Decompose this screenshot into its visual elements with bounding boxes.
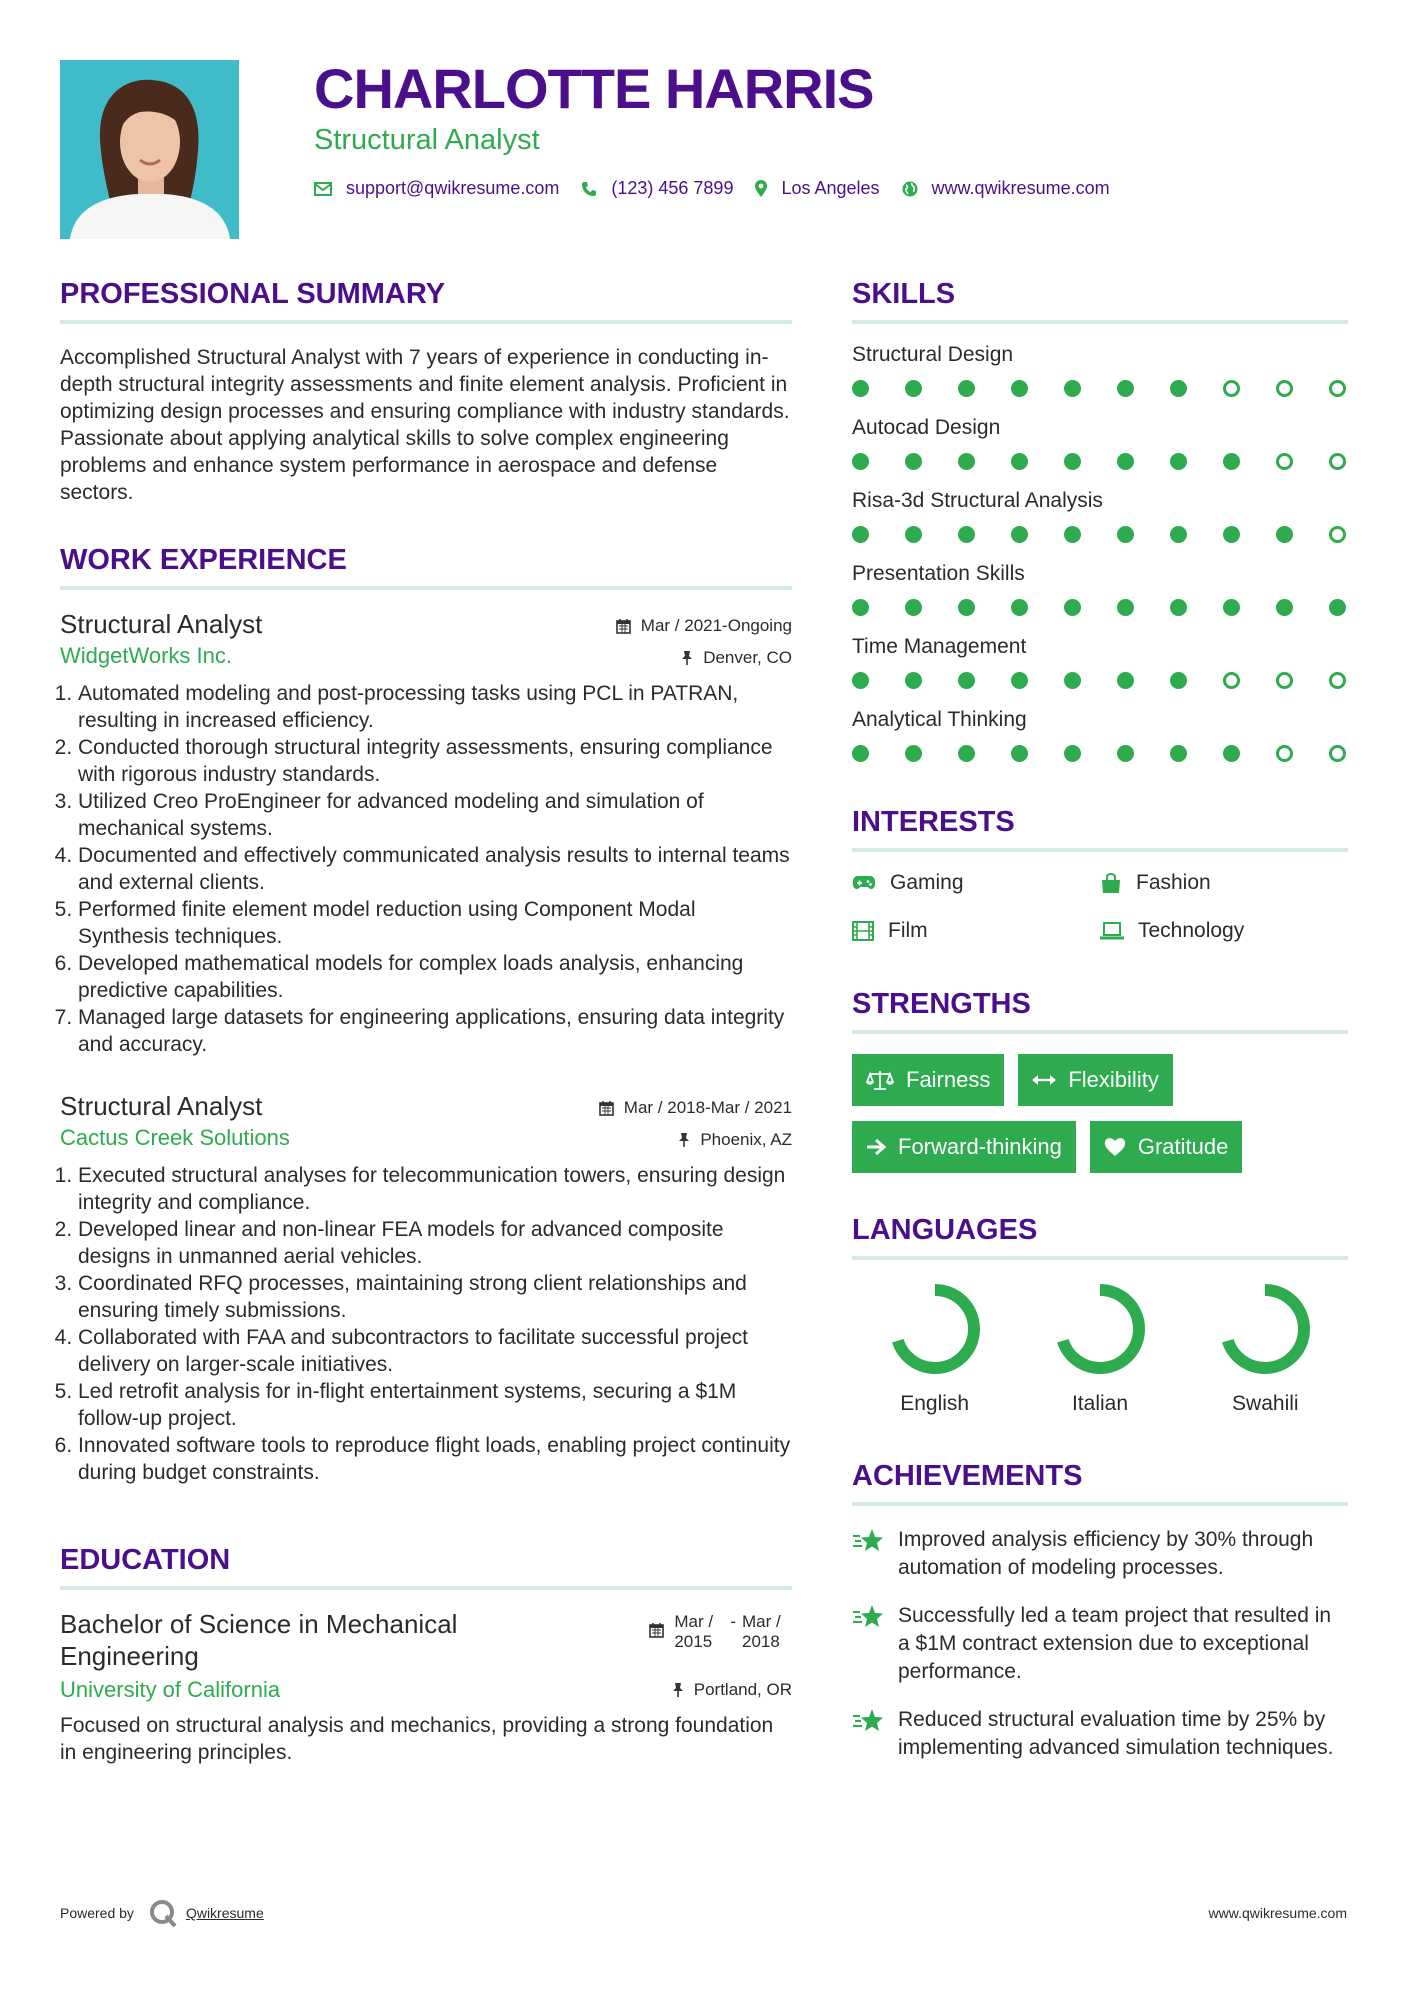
- balance-scale-icon: [866, 1069, 894, 1091]
- candidate-name: CHARLOTTE HARRIS: [314, 57, 874, 120]
- rating-dot-filled: [1011, 526, 1028, 543]
- company-name: WidgetWorks Inc.: [60, 643, 232, 668]
- job-location: Denver, CO: [681, 648, 792, 668]
- rating-dot-filled: [852, 599, 869, 616]
- person-portrait-icon: [60, 60, 239, 239]
- qwikresume-link[interactable]: Qwikresume: [185, 1905, 264, 1921]
- contact-website[interactable]: [902, 178, 1110, 199]
- skill-name: Time Management: [852, 635, 1027, 658]
- language-name: Swahili: [1232, 1392, 1299, 1415]
- qwikresume-logo-icon: [148, 1898, 178, 1928]
- list-item: 2. Conducted thorough structural integrity assessments, ensuring compliance with rigorous industry standards.: [78, 734, 792, 788]
- achievements-section: [852, 1458, 1348, 1762]
- strengths-heading: STRENGTHS: [852, 988, 1031, 1020]
- company-name: Cactus Creek Solutions: [60, 1125, 290, 1150]
- rating-dot-filled: [1170, 526, 1187, 543]
- job-date: Mar / 2021-Ongoing: [616, 616, 792, 636]
- education-section: [60, 1542, 792, 1766]
- section-divider: [852, 1256, 1348, 1260]
- language-item: [1183, 1282, 1348, 1416]
- rating-dot-filled: [852, 526, 869, 543]
- skill-rating: [852, 380, 1348, 397]
- rating-dot-filled: [905, 599, 922, 616]
- education-dates: [649, 1612, 792, 1652]
- section-divider: [852, 1030, 1348, 1034]
- rating-dot-filled: [1011, 380, 1028, 397]
- pushpin-icon: [681, 650, 693, 666]
- globe-icon: [902, 181, 918, 197]
- job-title: Structural Analyst: [60, 609, 263, 639]
- skill-item: [852, 488, 1348, 543]
- pushpin-icon: [672, 1682, 684, 1698]
- skill-item: [852, 707, 1348, 762]
- language-level-arc: [1226, 1290, 1304, 1368]
- list-item: 5. Led retrofit analysis for in-flight entertainment systems, securing a $1M follow-up project.: [78, 1378, 792, 1432]
- skill-rating: [852, 599, 1348, 616]
- rating-dot-filled: [905, 453, 922, 470]
- rating-dot-filled: [1011, 672, 1028, 689]
- email-text: support@qwikresume.com: [346, 178, 560, 198]
- arrows-horizontal-icon: [1032, 1074, 1056, 1086]
- education-location: Portland, OR: [672, 1680, 792, 1700]
- rating-dot-filled: [1064, 599, 1081, 616]
- rating-dot-filled: [1064, 672, 1081, 689]
- summary-section: [60, 276, 792, 506]
- pushpin-icon: [678, 1132, 690, 1148]
- rating-dot-filled: [852, 380, 869, 397]
- rating-dot-filled: [1223, 526, 1240, 543]
- skill-rating: [852, 453, 1348, 470]
- list-item: 1. Executed structural analyses for telecommunication towers, ensuring design integrity and compliance.: [78, 1162, 792, 1216]
- skills-list: [852, 342, 1348, 762]
- star-icon: [852, 1604, 884, 1630]
- skill-rating: [852, 745, 1348, 762]
- rating-dot-filled: [958, 380, 975, 397]
- job-bullets: [60, 680, 792, 1058]
- rating-dot-filled: [958, 453, 975, 470]
- summary-text: Accomplished Structural Analyst with 7 years of experience in conducting in-depth structural integrity assessments and finite element analysis. Proficient in optimizing design processes and ensuring compliance with industry standards. Passionate about applying analytical skills to solve complex engineering problems and enhance system performance in aerospace and defense sectors.: [60, 346, 790, 504]
- language-level-arc: [896, 1290, 974, 1368]
- skill-name: Risa-3d Structural Analysis: [852, 489, 1103, 512]
- rating-dot-filled: [1064, 380, 1081, 397]
- skill-item: [852, 634, 1348, 689]
- interest-item: Gaming: [852, 870, 1100, 896]
- date-separator: -: [730, 1612, 736, 1631]
- interests-heading: INTERESTS: [852, 806, 1015, 838]
- rating-dot-filled: [1117, 380, 1134, 397]
- achievement-item: Improved analysis efficiency by 30% through automation of modeling processes.: [852, 1526, 1348, 1582]
- skill-name: Structural Design: [852, 343, 1014, 366]
- skill-rating: [852, 526, 1348, 543]
- skill-rating: [852, 672, 1348, 689]
- list-item: 5. Performed finite element model reduction using Component Modal Synthesis techniques.: [78, 896, 792, 950]
- rating-dot-filled: [905, 526, 922, 543]
- film-icon: [852, 921, 874, 941]
- section-divider: [60, 320, 792, 324]
- laptop-icon: [1100, 922, 1124, 940]
- calendar-icon: [616, 618, 631, 634]
- interest-item: Fashion: [1100, 870, 1348, 896]
- rating-dot-filled: [1276, 599, 1293, 616]
- job-bullets: [60, 1162, 792, 1486]
- section-divider: [60, 1586, 792, 1590]
- rating-dot-filled: [1223, 745, 1240, 762]
- calendar-icon: [649, 1622, 664, 1638]
- list-item: 3. Coordinated RFQ processes, maintaining strong client relationships and ensuring timely submissions.: [78, 1270, 792, 1324]
- calendar-icon: [599, 1100, 614, 1116]
- job-title: Structural Analyst: [60, 1091, 263, 1121]
- interest-item: Technology: [1100, 918, 1348, 944]
- phone-text: (123) 456 7899: [611, 178, 734, 198]
- achievement-item: Successfully led a team project that resulted in a $1M contract extension due to exceptional performance.: [852, 1602, 1348, 1686]
- left-column: [60, 276, 792, 1766]
- interests-section: [852, 804, 1348, 944]
- language-item: [1017, 1282, 1182, 1416]
- rating-dot-filled: [1170, 745, 1187, 762]
- list-item: 1. Automated modeling and post-processing tasks using PCL in PATRAN, resulting in increased efficiency.: [78, 680, 792, 734]
- section-divider: [60, 586, 792, 590]
- summary-heading: PROFESSIONAL SUMMARY: [60, 278, 446, 310]
- list-item: 6. Developed mathematical models for complex loads analysis, enhancing predictive capabilities.: [78, 950, 792, 1004]
- rating-dot-empty: [1329, 745, 1346, 762]
- rating-dot-filled: [1117, 526, 1134, 543]
- education-start-date: Mar / 2015: [674, 1612, 714, 1651]
- rating-dot-filled: [1170, 453, 1187, 470]
- contact-location: [755, 178, 879, 199]
- rating-dot-filled: [958, 745, 975, 762]
- contact-phone[interactable]: [581, 178, 733, 199]
- rating-dot-filled: [905, 380, 922, 397]
- degree-title: Bachelor of Science in Mechanical Engineering: [60, 1609, 458, 1671]
- rating-dot-empty: [1276, 380, 1293, 397]
- rating-dot-filled: [1064, 526, 1081, 543]
- list-item: 7. Managed large datasets for engineering applications, ensuring data integrity and accuracy.: [78, 1004, 792, 1058]
- job-entry: [60, 1090, 792, 1486]
- rating-dot-filled: [958, 599, 975, 616]
- list-item: 4. Documented and effectively communicated analysis results to internal teams and external clients.: [78, 842, 792, 896]
- rating-dot-filled: [905, 672, 922, 689]
- list-item: 3. Utilized Creo ProEngineer for advanced modeling and simulation of mechanical systems.: [78, 788, 792, 842]
- section-divider: [852, 320, 1348, 324]
- rating-dot-filled: [1011, 599, 1028, 616]
- rating-dot-filled: [1170, 380, 1187, 397]
- website-text: www.qwikresume.com: [931, 178, 1110, 198]
- profile-photo: [60, 60, 239, 239]
- education-end-date: Mar / 2018: [742, 1612, 781, 1651]
- language-level-ring: [1053, 1282, 1147, 1376]
- rating-dot-empty: [1329, 453, 1346, 470]
- rating-dot-filled: [958, 672, 975, 689]
- job-location: Phoenix, AZ: [678, 1130, 792, 1150]
- rating-dot-filled: [1170, 599, 1187, 616]
- envelope-icon: [314, 182, 332, 196]
- rating-dot-filled: [1276, 526, 1293, 543]
- strength-chip: Fairness: [852, 1054, 1004, 1106]
- language-level-arc: [1061, 1290, 1139, 1368]
- skills-section: [852, 276, 1348, 762]
- strengths-list: [852, 1054, 1348, 1188]
- rating-dot-empty: [1329, 672, 1346, 689]
- rating-dot-empty: [1223, 672, 1240, 689]
- rating-dot-filled: [1170, 672, 1187, 689]
- skill-name: Presentation Skills: [852, 562, 1025, 585]
- contact-bar: [314, 178, 1132, 199]
- rating-dot-filled: [1223, 599, 1240, 616]
- strength-chip: Gratitude: [1090, 1121, 1243, 1173]
- list-item: 2. Developed linear and non-linear FEA models for advanced composite designs in unmanned aerial vehicles.: [78, 1216, 792, 1270]
- rating-dot-filled: [905, 745, 922, 762]
- rating-dot-empty: [1329, 380, 1346, 397]
- rating-dot-filled: [1011, 453, 1028, 470]
- star-icon: [852, 1528, 884, 1554]
- rating-dot-empty: [1276, 672, 1293, 689]
- right-column: [852, 276, 1348, 1762]
- languages-list: [852, 1282, 1348, 1416]
- footer-website[interactable]: www.qwikresume.com: [1208, 1905, 1347, 1921]
- skill-item: [852, 415, 1348, 470]
- rating-dot-empty: [1223, 380, 1240, 397]
- language-name: English: [900, 1392, 970, 1415]
- education-heading: EDUCATION: [60, 1544, 231, 1576]
- school-name: University of California: [60, 1677, 281, 1702]
- skill-item: [852, 342, 1348, 397]
- achievements-heading: ACHIEVEMENTS: [852, 1460, 1083, 1492]
- language-level-ring: [888, 1282, 982, 1376]
- rating-dot-filled: [1064, 453, 1081, 470]
- experience-heading: WORK EXPERIENCE: [60, 544, 347, 576]
- skill-name: Autocad Design: [852, 416, 1001, 439]
- list-item: 6. Innovated software tools to reproduce flight loads, enabling project continuity during budget constraints.: [78, 1432, 792, 1486]
- section-divider: [852, 1502, 1348, 1506]
- rating-dot-filled: [852, 672, 869, 689]
- rating-dot-filled: [958, 526, 975, 543]
- rating-dot-filled: [1117, 745, 1134, 762]
- language-item: [852, 1282, 1017, 1416]
- contact-email[interactable]: [314, 178, 559, 199]
- experience-section: [60, 542, 792, 1486]
- languages-section: [852, 1212, 1348, 1416]
- rating-dot-filled: [1223, 453, 1240, 470]
- phone-icon: [581, 181, 597, 197]
- interests-grid: [852, 870, 1348, 944]
- languages-heading: LANGUAGES: [852, 1214, 1038, 1246]
- powered-by-label: Powered by: [60, 1905, 134, 1921]
- rating-dot-filled: [1117, 453, 1134, 470]
- section-divider: [852, 848, 1348, 852]
- rating-dot-filled: [852, 453, 869, 470]
- strength-chip: Forward-thinking: [852, 1121, 1076, 1173]
- skills-heading: SKILLS: [852, 278, 956, 310]
- rating-dot-filled: [1011, 745, 1028, 762]
- strengths-section: [852, 986, 1348, 1188]
- skill-name: Analytical Thinking: [852, 708, 1027, 731]
- rating-dot-empty: [1276, 745, 1293, 762]
- list-item: 4. Collaborated with FAA and subcontractors to facilitate successful project delivery on larger-scale initiatives.: [78, 1324, 792, 1378]
- rating-dot-filled: [852, 745, 869, 762]
- language-name: Italian: [1071, 1392, 1129, 1415]
- gamepad-icon: [852, 875, 876, 891]
- rating-dot-filled: [1117, 599, 1134, 616]
- strength-chip: Flexibility: [1018, 1054, 1172, 1106]
- rating-dot-filled: [1064, 745, 1081, 762]
- shopping-bag-icon: [1100, 872, 1122, 894]
- star-icon: [852, 1708, 884, 1734]
- map-pin-icon: [755, 180, 767, 197]
- footer-powered-by: [60, 1898, 264, 1928]
- location-text: Los Angeles: [781, 178, 880, 198]
- language-level-ring: [1218, 1282, 1312, 1376]
- rating-dot-empty: [1276, 453, 1293, 470]
- heart-icon: [1104, 1137, 1126, 1157]
- candidate-role: Structural Analyst: [314, 124, 540, 156]
- rating-dot-filled: [1117, 672, 1134, 689]
- interest-item: Film: [852, 918, 1100, 944]
- education-description: Focused on structural analysis and mechanics, providing a strong foundation in engineering principles.: [60, 1714, 774, 1764]
- job-date: Mar / 2018-Mar / 2021: [599, 1098, 792, 1118]
- skill-item: [852, 561, 1348, 616]
- rating-dot-empty: [1329, 526, 1346, 543]
- job-entry: [60, 608, 792, 1058]
- achievement-item: Reduced structural evaluation time by 25% by implementing advanced simulation techniques.: [852, 1706, 1348, 1762]
- arrow-right-icon: [866, 1138, 886, 1156]
- rating-dot-filled: [1329, 599, 1346, 616]
